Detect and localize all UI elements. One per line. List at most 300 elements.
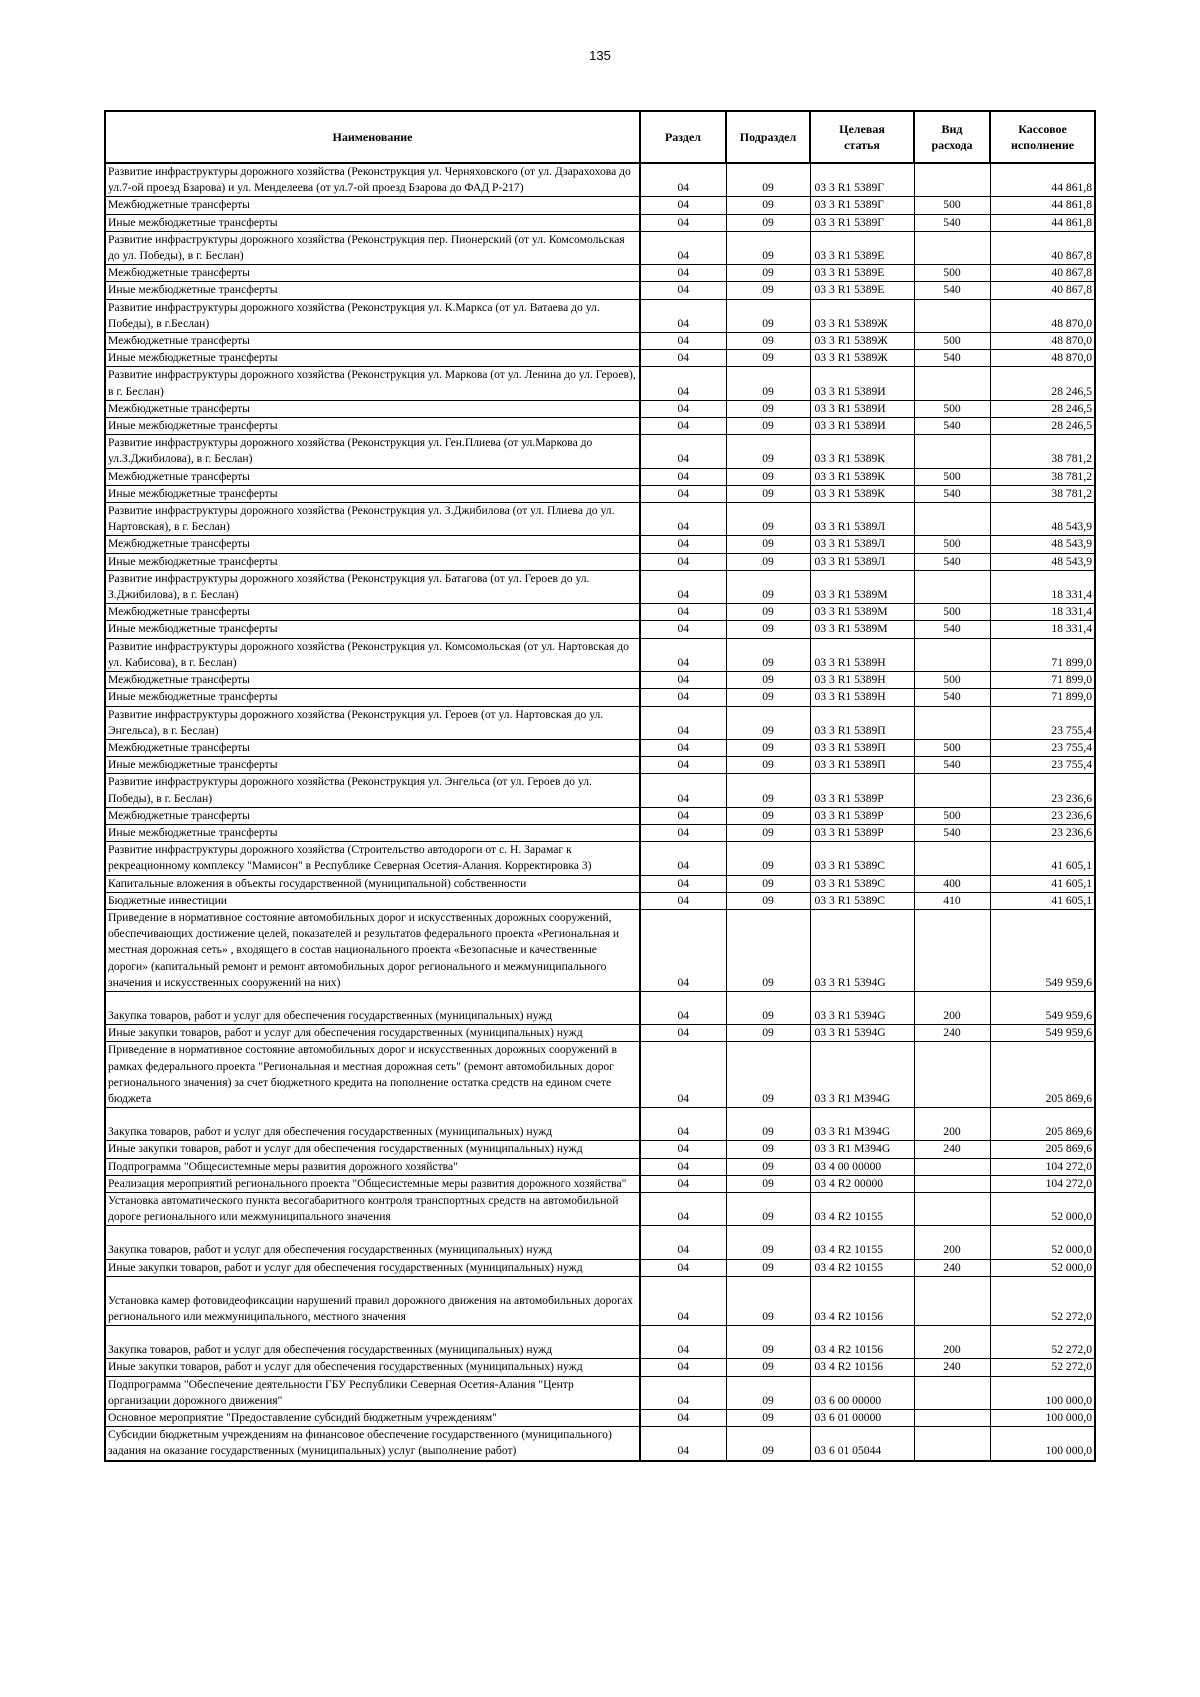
cell-expense-type: 200 [914, 1108, 990, 1141]
table-row [105, 807, 1095, 824]
cell-name: Межбюджетные трансферты [105, 333, 640, 350]
cell-subsection: 09 [726, 1276, 810, 1325]
cell-name: Иные межбюджетные трансферты [105, 824, 640, 841]
cell-amount: 205 869,6 [990, 1042, 1095, 1108]
cell-section: 04 [640, 197, 726, 214]
cell-expense-type: 540 [914, 350, 990, 367]
cell-subsection: 09 [726, 468, 810, 485]
cell-target-article: 03 3 R1 5389М [810, 621, 914, 638]
cell-subsection: 09 [726, 774, 810, 807]
cell-section: 04 [640, 672, 726, 689]
cell-target-article: 03 3 R1 5389М [810, 604, 914, 621]
cell-amount: 549 959,6 [990, 991, 1095, 1024]
cell-subsection: 09 [726, 231, 810, 264]
cell-section: 04 [640, 468, 726, 485]
table-row [105, 400, 1095, 417]
cell-name: Иные межбюджетные трансферты [105, 689, 640, 706]
cell-subsection: 09 [726, 621, 810, 638]
cell-section: 04 [640, 485, 726, 502]
table-row [105, 991, 1095, 1024]
cell-amount: 48 543,9 [990, 553, 1095, 570]
cell-target-article: 03 3 R1 M394G [810, 1042, 914, 1108]
cell-subsection: 09 [726, 892, 810, 909]
cell-subsection: 09 [726, 1175, 810, 1192]
table-row [105, 350, 1095, 367]
cell-target-article: 03 3 R1 5389Ж [810, 333, 914, 350]
cell-expense-type: 200 [914, 1326, 990, 1359]
cell-target-article: 03 3 R1 5389Г [810, 214, 914, 231]
cell-subsection: 09 [726, 1259, 810, 1276]
cell-name: Закупка товаров, работ и услуг для обеспечения государственных (муниципальных) нужд [105, 1108, 640, 1141]
cell-expense-type [914, 638, 990, 671]
cell-expense-type: 240 [914, 1359, 990, 1376]
cell-target-article: 03 3 R1 5389Л [810, 536, 914, 553]
cell-target-article: 03 3 R1 5389Н [810, 638, 914, 671]
cell-target-article: 03 3 R1 5389М [810, 570, 914, 603]
cell-expense-type: 500 [914, 400, 990, 417]
cell-amount: 23 236,6 [990, 807, 1095, 824]
cell-amount: 100 000,0 [990, 1376, 1095, 1409]
table-row [105, 265, 1095, 282]
cell-subsection: 09 [726, 536, 810, 553]
cell-expense-type: 500 [914, 197, 990, 214]
cell-name: Развитие инфраструктуры дорожного хозяйства (Реконструкция ул. Ген.Плиева (от ул.Маркова до ул.З.Джибилова), в г. Беслан) [105, 435, 640, 468]
cell-expense-type: 500 [914, 468, 990, 485]
cell-amount: 52 000,0 [990, 1192, 1095, 1225]
cell-section: 04 [640, 570, 726, 603]
header-section: Раздел [640, 111, 726, 163]
cell-target-article: 03 3 R1 5389И [810, 418, 914, 435]
cell-name: Закупка товаров, работ и услуг для обеспечения государственных (муниципальных) нужд [105, 1326, 640, 1359]
cell-target-article: 03 3 R1 5389К [810, 468, 914, 485]
cell-expense-type: 540 [914, 214, 990, 231]
cell-amount: 52 272,0 [990, 1359, 1095, 1376]
cell-section: 04 [640, 774, 726, 807]
cell-subsection: 09 [726, 299, 810, 332]
table-row [105, 1141, 1095, 1158]
cell-name: Реализация мероприятий регионального проекта "Общесистемные меры развития дорожного хозяйства" [105, 1175, 640, 1192]
cell-name: Иные межбюджетные трансферты [105, 553, 640, 570]
cell-subsection: 09 [726, 1427, 810, 1461]
cell-section: 04 [640, 1226, 726, 1259]
cell-name: Развитие инфраструктуры дорожного хозяйства (Реконструкция ул. Батагова (от ул. Героев до ул. З.Джибилова), в г. Беслан) [105, 570, 640, 603]
table-row [105, 875, 1095, 892]
cell-expense-type [914, 163, 990, 197]
cell-target-article: 03 3 R1 5389Л [810, 503, 914, 536]
cell-target-article: 03 3 R1 M394G [810, 1141, 914, 1158]
cell-amount: 205 869,6 [990, 1108, 1095, 1141]
cell-name: Развитие инфраструктуры дорожного хозяйства (Реконструкция ул. Энгельса (от ул. Героев до ул. Победы), в г. Беслан) [105, 774, 640, 807]
cell-subsection: 09 [726, 1226, 810, 1259]
cell-amount: 44 861,8 [990, 163, 1095, 197]
table-row [105, 1175, 1095, 1192]
table-row [105, 824, 1095, 841]
table-row [105, 1410, 1095, 1427]
cell-amount: 23 755,4 [990, 739, 1095, 756]
cell-expense-type [914, 570, 990, 603]
cell-amount: 40 867,8 [990, 282, 1095, 299]
cell-section: 04 [640, 1141, 726, 1158]
cell-section: 04 [640, 299, 726, 332]
cell-subsection: 09 [726, 1158, 810, 1175]
cell-target-article: 03 3 R1 5389Н [810, 672, 914, 689]
cell-amount: 52 272,0 [990, 1326, 1095, 1359]
cell-expense-type [914, 231, 990, 264]
cell-amount: 100 000,0 [990, 1427, 1095, 1461]
cell-target-article: 03 3 R1 5389И [810, 400, 914, 417]
cell-amount: 48 870,0 [990, 299, 1095, 332]
cell-expense-type: 500 [914, 333, 990, 350]
cell-name: Приведение в нормативное состояние автомобильных дорог и искусственных дорожных сооружений, обеспечивающих достижение целей, показателей и результатов федерального проекта «Региональная и местная дорожная сеть» , входящего в состав национального проекта «Безопасные и качественные дороги» (капитальный ремонт и ремонт автомобильных дорог регионального и межмуниципального значения и искусственных сооружений на них) [105, 909, 640, 991]
cell-section: 04 [640, 367, 726, 400]
table-row [105, 435, 1095, 468]
cell-expense-type: 410 [914, 892, 990, 909]
cell-expense-type: 540 [914, 757, 990, 774]
cell-name: Развитие инфраструктуры дорожного хозяйства (Строительство автодороги от с. Н. Зарамаг к рекреационному комплексу "Мамисон" в Республике Северная Осетия-Алания. Корректировка 3) [105, 842, 640, 875]
cell-subsection: 09 [726, 909, 810, 991]
cell-amount: 52 272,0 [990, 1276, 1095, 1325]
cell-target-article: 03 6 00 00000 [810, 1376, 914, 1409]
cell-section: 04 [640, 333, 726, 350]
table-row [105, 1226, 1095, 1259]
cell-target-article: 03 3 R1 5389Р [810, 774, 914, 807]
cell-amount: 28 246,5 [990, 367, 1095, 400]
header-cash-execution: Кассовое исполнение [990, 111, 1095, 163]
cell-target-article: 03 3 R1 5389Н [810, 689, 914, 706]
cell-subsection: 09 [726, 1025, 810, 1042]
cell-subsection: 09 [726, 991, 810, 1024]
cell-name: Иные межбюджетные трансферты [105, 214, 640, 231]
cell-section: 04 [640, 1158, 726, 1175]
cell-name: Подпрограмма "Общесистемные меры развития дорожного хозяйства" [105, 1158, 640, 1175]
table-row [105, 1192, 1095, 1225]
cell-expense-type [914, 367, 990, 400]
cell-section: 04 [640, 1025, 726, 1042]
cell-expense-type [914, 1175, 990, 1192]
cell-expense-type [914, 909, 990, 991]
table-row [105, 672, 1095, 689]
cell-name: Иные закупки товаров, работ и услуг для обеспечения государственных (муниципальных) нужд [105, 1259, 640, 1276]
cell-subsection: 09 [726, 672, 810, 689]
cell-subsection: 09 [726, 1376, 810, 1409]
cell-section: 04 [640, 418, 726, 435]
cell-amount: 23 236,6 [990, 774, 1095, 807]
cell-target-article: 03 3 R1 5389П [810, 739, 914, 756]
cell-target-article: 03 4 R2 00000 [810, 1175, 914, 1192]
cell-target-article: 03 3 R1 M394G [810, 1108, 914, 1141]
cell-expense-type: 200 [914, 991, 990, 1024]
cell-target-article: 03 6 01 00000 [810, 1410, 914, 1427]
cell-subsection: 09 [726, 706, 810, 739]
table-row [105, 621, 1095, 638]
cell-subsection: 09 [726, 418, 810, 435]
cell-expense-type [914, 299, 990, 332]
cell-expense-type: 540 [914, 418, 990, 435]
cell-name: Иные межбюджетные трансферты [105, 282, 640, 299]
cell-expense-type: 240 [914, 1259, 990, 1276]
table-row [105, 553, 1095, 570]
cell-expense-type: 240 [914, 1141, 990, 1158]
cell-subsection: 09 [726, 485, 810, 502]
cell-amount: 23 755,4 [990, 757, 1095, 774]
cell-target-article: 03 3 R1 5394G [810, 1025, 914, 1042]
table-row [105, 536, 1095, 553]
table-row [105, 1359, 1095, 1376]
cell-expense-type: 540 [914, 689, 990, 706]
cell-subsection: 09 [726, 757, 810, 774]
header-name: Наименование [105, 111, 640, 163]
cell-target-article: 03 6 01 05044 [810, 1427, 914, 1461]
cell-section: 04 [640, 503, 726, 536]
cell-subsection: 09 [726, 570, 810, 603]
cell-amount: 44 861,8 [990, 214, 1095, 231]
table-row [105, 1259, 1095, 1276]
cell-expense-type: 500 [914, 672, 990, 689]
cell-expense-type: 500 [914, 604, 990, 621]
cell-section: 04 [640, 1175, 726, 1192]
cell-subsection: 09 [726, 842, 810, 875]
cell-name: Развитие инфраструктуры дорожного хозяйства (Реконструкция пер. Пионерский (от ул. Комсомольская до ул. Победы), в г. Беслан) [105, 231, 640, 264]
cell-expense-type: 540 [914, 824, 990, 841]
cell-name: Межбюджетные трансферты [105, 197, 640, 214]
cell-target-article: 03 3 R1 5389П [810, 757, 914, 774]
cell-name: Межбюджетные трансферты [105, 468, 640, 485]
cell-subsection: 09 [726, 214, 810, 231]
cell-name: Иные закупки товаров, работ и услуг для обеспечения государственных (муниципальных) нужд [105, 1359, 640, 1376]
cell-subsection: 09 [726, 333, 810, 350]
cell-expense-type: 500 [914, 536, 990, 553]
cell-section: 04 [640, 1410, 726, 1427]
cell-name: Развитие инфраструктуры дорожного хозяйства (Реконструкция ул. К.Маркса (от ул. Ватаева до ул. Победы), в г.Беслан) [105, 299, 640, 332]
cell-amount: 41 605,1 [990, 892, 1095, 909]
cell-expense-type [914, 1427, 990, 1461]
cell-subsection: 09 [726, 1141, 810, 1158]
cell-section: 04 [640, 214, 726, 231]
table-row [105, 367, 1095, 400]
cell-amount: 48 543,9 [990, 536, 1095, 553]
table-row [105, 638, 1095, 671]
table-row [105, 503, 1095, 536]
cell-expense-type [914, 1376, 990, 1409]
cell-subsection: 09 [726, 400, 810, 417]
cell-target-article: 03 3 R1 5389Е [810, 265, 914, 282]
cell-name: Установка камер фотовидеофиксации нарушений правил дорожного движения на автомобильных дорогах регионального или межмуниципального, местного значения [105, 1276, 640, 1325]
table-row [105, 231, 1095, 264]
cell-name: Иные межбюджетные трансферты [105, 418, 640, 435]
cell-section: 04 [640, 400, 726, 417]
cell-name: Межбюджетные трансферты [105, 672, 640, 689]
cell-expense-type: 500 [914, 807, 990, 824]
table-row [105, 1042, 1095, 1108]
cell-expense-type: 540 [914, 621, 990, 638]
cell-target-article: 03 3 R1 5389Р [810, 807, 914, 824]
table-row [105, 842, 1095, 875]
cell-amount: 549 959,6 [990, 1025, 1095, 1042]
table-row [105, 1427, 1095, 1461]
cell-section: 04 [640, 1042, 726, 1108]
cell-expense-type [914, 1276, 990, 1325]
cell-subsection: 09 [726, 435, 810, 468]
cell-amount: 38 781,2 [990, 435, 1095, 468]
cell-target-article: 03 4 R2 10155 [810, 1192, 914, 1225]
cell-section: 04 [640, 1427, 726, 1461]
cell-expense-type [914, 774, 990, 807]
cell-target-article: 03 3 R1 5389С [810, 842, 914, 875]
cell-amount: 52 000,0 [990, 1226, 1095, 1259]
cell-subsection: 09 [726, 367, 810, 400]
cell-amount: 48 870,0 [990, 350, 1095, 367]
cell-name: Иные закупки товаров, работ и услуг для обеспечения государственных (муниципальных) нужд [105, 1141, 640, 1158]
cell-section: 04 [640, 265, 726, 282]
cell-section: 04 [640, 536, 726, 553]
cell-section: 04 [640, 689, 726, 706]
cell-name: Бюджетные инвестиции [105, 892, 640, 909]
cell-expense-type [914, 1192, 990, 1225]
cell-target-article: 03 4 R2 10156 [810, 1359, 914, 1376]
table-row [105, 689, 1095, 706]
cell-name: Развитие инфраструктуры дорожного хозяйства (Реконструкция ул. З.Джибилова (от ул. Плиева до ул. Нартовская), в г. Беслан) [105, 503, 640, 536]
cell-subsection: 09 [726, 689, 810, 706]
cell-section: 04 [640, 163, 726, 197]
cell-section: 04 [640, 1376, 726, 1409]
cell-amount: 549 959,6 [990, 909, 1095, 991]
page-number: 135 [589, 48, 611, 63]
cell-expense-type: 240 [914, 1025, 990, 1042]
cell-section: 04 [640, 991, 726, 1024]
cell-amount: 18 331,4 [990, 604, 1095, 621]
cell-target-article: 03 3 R1 5389С [810, 892, 914, 909]
cell-section: 04 [640, 1326, 726, 1359]
table-header-row [105, 111, 1095, 163]
cell-amount: 41 605,1 [990, 875, 1095, 892]
table-row [105, 1158, 1095, 1175]
cell-name: Закупка товаров, работ и услуг для обеспечения государственных (муниципальных) нужд [105, 1226, 640, 1259]
cell-section: 04 [640, 435, 726, 468]
cell-amount: 104 272,0 [990, 1175, 1095, 1192]
cell-subsection: 09 [726, 197, 810, 214]
cell-amount: 52 000,0 [990, 1259, 1095, 1276]
cell-name: Основное мероприятие "Предоставление субсидий бюджетным учреждениям" [105, 1410, 640, 1427]
table-row [105, 1108, 1095, 1141]
cell-target-article: 03 3 R1 5389К [810, 435, 914, 468]
cell-section: 04 [640, 1276, 726, 1325]
table-row [105, 485, 1095, 502]
cell-name: Межбюджетные трансферты [105, 536, 640, 553]
cell-target-article: 03 3 R1 5389К [810, 485, 914, 502]
budget-table [104, 110, 1096, 1462]
cell-name: Капитальные вложения в объекты государственной (муниципальной) собственности [105, 875, 640, 892]
cell-name: Иные межбюджетные трансферты [105, 350, 640, 367]
cell-name: Установка автоматического пункта весогабаритного контроля транспортных средств на автомобильной дороге регионального или межмуниципального значения [105, 1192, 640, 1225]
cell-target-article: 03 4 R2 10156 [810, 1276, 914, 1325]
cell-target-article: 03 4 00 00000 [810, 1158, 914, 1175]
table-row [105, 333, 1095, 350]
cell-amount: 48 543,9 [990, 503, 1095, 536]
cell-section: 04 [640, 621, 726, 638]
cell-expense-type: 500 [914, 739, 990, 756]
cell-section: 04 [640, 706, 726, 739]
cell-name: Развитие инфраструктуры дорожного хозяйства (Реконструкция ул. Черняховского (от ул. Дзарахохова до ул.7-ой проезд Бзарова) и ул. Менделеева (от ул.7-ой проезд Бзарова до ФАД Р-217) [105, 163, 640, 197]
cell-subsection: 09 [726, 1326, 810, 1359]
cell-expense-type [914, 706, 990, 739]
table-row [105, 909, 1095, 991]
cell-section: 04 [640, 231, 726, 264]
cell-name: Развитие инфраструктуры дорожного хозяйства (Реконструкция ул. Героев (от ул. Нартовская до ул. Энгельса), в г. Беслан) [105, 706, 640, 739]
cell-name: Межбюджетные трансферты [105, 265, 640, 282]
table-row [105, 774, 1095, 807]
cell-subsection: 09 [726, 638, 810, 671]
header-expense-type: Вид расхода [914, 111, 990, 163]
cell-expense-type [914, 435, 990, 468]
cell-expense-type: 200 [914, 1226, 990, 1259]
cell-name: Подпрограмма "Обеспечение деятельности ГБУ Республики Северная Осетия-Алания "Центр организации дорожного движения" [105, 1376, 640, 1409]
cell-section: 04 [640, 638, 726, 671]
table-row [105, 706, 1095, 739]
cell-amount: 23 755,4 [990, 706, 1095, 739]
cell-subsection: 09 [726, 163, 810, 197]
table-body [105, 163, 1095, 1461]
cell-amount: 100 000,0 [990, 1410, 1095, 1427]
table-row [105, 1276, 1095, 1325]
cell-target-article: 03 3 R1 5389Л [810, 553, 914, 570]
cell-target-article: 03 3 R1 5389И [810, 367, 914, 400]
cell-subsection: 09 [726, 503, 810, 536]
cell-name: Приведение в нормативное состояние автомобильных дорог и искусственных дорожных сооружений в рамках федерального проекта "Региональная и местная дорожная сеть" (ремонт автомобильных дорог регионального значения) за счет бюджетного кредита на пополнение остатка средств на едином счете бюджета [105, 1042, 640, 1108]
cell-target-article: 03 3 R1 5389Г [810, 197, 914, 214]
table-row [105, 1326, 1095, 1359]
cell-expense-type: 540 [914, 282, 990, 299]
cell-name: Межбюджетные трансферты [105, 400, 640, 417]
cell-section: 04 [640, 1259, 726, 1276]
cell-section: 04 [640, 875, 726, 892]
cell-expense-type [914, 842, 990, 875]
cell-amount: 38 781,2 [990, 485, 1095, 502]
cell-target-article: 03 3 R1 5389Е [810, 282, 914, 299]
cell-subsection: 09 [726, 604, 810, 621]
cell-amount: 28 246,5 [990, 418, 1095, 435]
cell-expense-type [914, 1410, 990, 1427]
cell-subsection: 09 [726, 824, 810, 841]
header-subsection: Подраздел [726, 111, 810, 163]
cell-target-article: 03 4 R2 10155 [810, 1259, 914, 1276]
cell-amount: 41 605,1 [990, 842, 1095, 875]
cell-target-article: 03 4 R2 10156 [810, 1326, 914, 1359]
cell-name: Иные межбюджетные трансферты [105, 621, 640, 638]
cell-section: 04 [640, 1359, 726, 1376]
table-row [105, 468, 1095, 485]
cell-section: 04 [640, 1108, 726, 1141]
cell-amount: 48 870,0 [990, 333, 1095, 350]
cell-name: Развитие инфраструктуры дорожного хозяйства (Реконструкция ул. Комсомольская (от ул. Нартовская до ул. Кабисова), в г. Беслан) [105, 638, 640, 671]
cell-name: Иные закупки товаров, работ и услуг для обеспечения государственных (муниципальных) нужд [105, 1025, 640, 1042]
cell-name: Развитие инфраструктуры дорожного хозяйства (Реконструкция ул. Маркова (от ул. Ленина до ул. Героев), в г. Беслан) [105, 367, 640, 400]
cell-section: 04 [640, 1192, 726, 1225]
cell-section: 04 [640, 553, 726, 570]
cell-expense-type [914, 503, 990, 536]
cell-target-article: 03 3 R1 5389П [810, 706, 914, 739]
cell-target-article: 03 3 R1 5389С [810, 875, 914, 892]
cell-target-article: 03 4 R2 10155 [810, 1226, 914, 1259]
cell-target-article: 03 3 R1 5389Р [810, 824, 914, 841]
cell-subsection: 09 [726, 1359, 810, 1376]
cell-expense-type: 540 [914, 485, 990, 502]
cell-amount: 205 869,6 [990, 1141, 1095, 1158]
cell-subsection: 09 [726, 1192, 810, 1225]
cell-target-article: 03 3 R1 5389Ж [810, 350, 914, 367]
cell-amount: 71 899,0 [990, 689, 1095, 706]
table-row [105, 282, 1095, 299]
table-row [105, 892, 1095, 909]
